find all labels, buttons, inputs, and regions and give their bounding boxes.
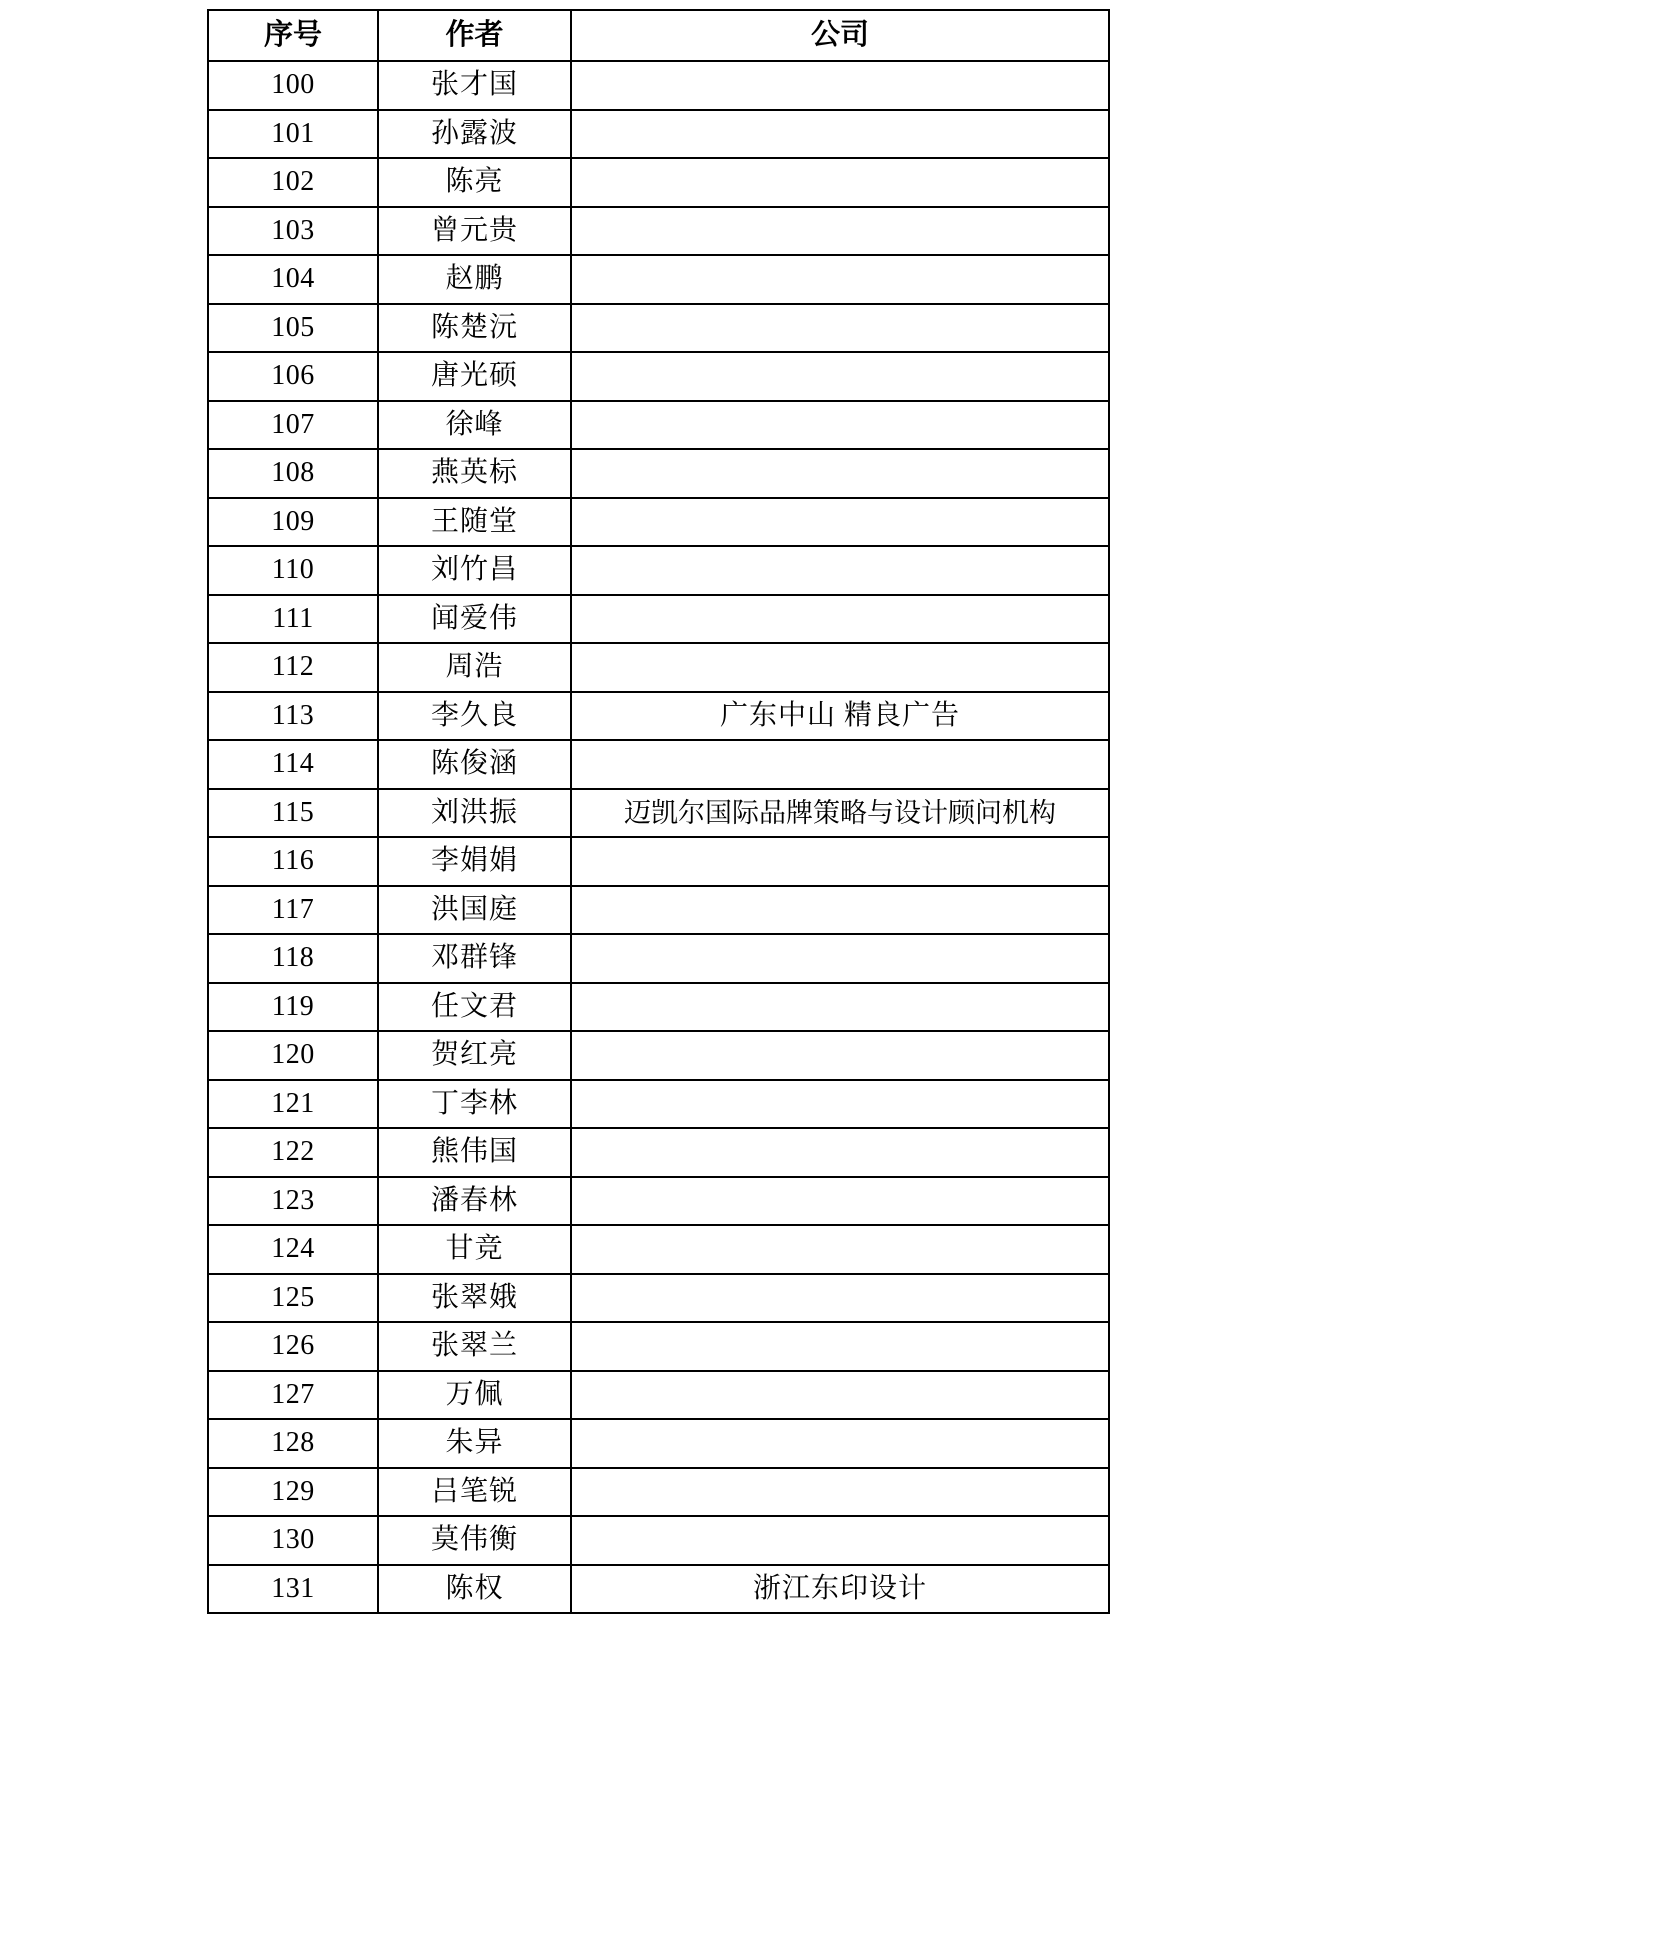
- cell-author: 王随堂: [378, 498, 571, 547]
- cell-index: 112: [208, 643, 378, 692]
- cell-author: 李娟娟: [378, 837, 571, 886]
- cell-index: 116: [208, 837, 378, 886]
- cell-company: [571, 1031, 1109, 1080]
- table-row: [208, 692, 1109, 741]
- cell-company: [571, 1516, 1109, 1565]
- cell-index: 109: [208, 498, 378, 547]
- cell-author: 邓群锋: [378, 934, 571, 983]
- cell-author: 任文君: [378, 983, 571, 1032]
- table-row: [208, 158, 1109, 207]
- cell-company: [571, 498, 1109, 547]
- cell-author: 丁李林: [378, 1080, 571, 1129]
- cell-author: 徐峰: [378, 401, 571, 450]
- cell-index: 129: [208, 1468, 378, 1517]
- cell-author: 唐光硕: [378, 352, 571, 401]
- table-row: [208, 207, 1109, 256]
- cell-company: [571, 449, 1109, 498]
- cell-company: [571, 546, 1109, 595]
- cell-company: [571, 1468, 1109, 1517]
- author-list-table-wrapper: [207, 9, 1108, 1614]
- cell-index: 130: [208, 1516, 378, 1565]
- table-row: [208, 449, 1109, 498]
- cell-index: 110: [208, 546, 378, 595]
- cell-company: [571, 934, 1109, 983]
- table-row: [208, 1031, 1109, 1080]
- cell-company: 广东中山 精良广告: [571, 692, 1109, 741]
- cell-company: [571, 304, 1109, 353]
- cell-company: [571, 158, 1109, 207]
- cell-index: 125: [208, 1274, 378, 1323]
- cell-author: 陈权: [378, 1565, 571, 1614]
- cell-index: 119: [208, 983, 378, 1032]
- table-row: [208, 740, 1109, 789]
- cell-company: [571, 61, 1109, 110]
- cell-company: [571, 207, 1109, 256]
- cell-index: 127: [208, 1371, 378, 1420]
- cell-index: 102: [208, 158, 378, 207]
- cell-index: 107: [208, 401, 378, 450]
- cell-index: 100: [208, 61, 378, 110]
- table-row: [208, 1128, 1109, 1177]
- cell-author: 赵鹏: [378, 255, 571, 304]
- cell-author: 熊伟国: [378, 1128, 571, 1177]
- cell-index: 111: [208, 595, 378, 644]
- cell-company: [571, 1322, 1109, 1371]
- cell-index: 122: [208, 1128, 378, 1177]
- table-row: [208, 1516, 1109, 1565]
- table-row: [208, 1274, 1109, 1323]
- cell-author: 刘洪振: [378, 789, 571, 838]
- table-row: [208, 1419, 1109, 1468]
- cell-author: 曾元贵: [378, 207, 571, 256]
- cell-author: 洪国庭: [378, 886, 571, 935]
- table-row: [208, 1080, 1109, 1129]
- table-row: [208, 1565, 1109, 1614]
- cell-company: 浙江东印设计: [571, 1565, 1109, 1614]
- cell-index: 126: [208, 1322, 378, 1371]
- cell-author: 张才国: [378, 61, 571, 110]
- cell-author: 周浩: [378, 643, 571, 692]
- cell-index: 114: [208, 740, 378, 789]
- cell-company: [571, 643, 1109, 692]
- cell-company: [571, 1419, 1109, 1468]
- table-row: [208, 352, 1109, 401]
- cell-company: [571, 1274, 1109, 1323]
- cell-author: 李久良: [378, 692, 571, 741]
- cell-index: 101: [208, 110, 378, 159]
- table-row: [208, 1177, 1109, 1226]
- table-row: [208, 401, 1109, 450]
- column-header-company: 公司: [571, 10, 1109, 61]
- cell-index: 103: [208, 207, 378, 256]
- table-header: [208, 10, 1109, 61]
- cell-author: 陈亮: [378, 158, 571, 207]
- table-row: [208, 595, 1109, 644]
- table-row: [208, 546, 1109, 595]
- table-row: [208, 61, 1109, 110]
- cell-index: 124: [208, 1225, 378, 1274]
- cell-index: 117: [208, 886, 378, 935]
- cell-author: 贺红亮: [378, 1031, 571, 1080]
- cell-author: 莫伟衡: [378, 1516, 571, 1565]
- table-row: [208, 983, 1109, 1032]
- cell-author: 张翠兰: [378, 1322, 571, 1371]
- cell-index: 115: [208, 789, 378, 838]
- cell-author: 刘竹昌: [378, 546, 571, 595]
- cell-company: [571, 886, 1109, 935]
- cell-author: 万佩: [378, 1371, 571, 1420]
- table-row: [208, 1468, 1109, 1517]
- cell-company: [571, 1225, 1109, 1274]
- cell-author: 潘春林: [378, 1177, 571, 1226]
- cell-company: [571, 352, 1109, 401]
- cell-company: [571, 837, 1109, 886]
- cell-company: 迈凯尔国际品牌策略与设计顾问机构: [571, 789, 1109, 838]
- table-row: [208, 1322, 1109, 1371]
- table-row: [208, 1225, 1109, 1274]
- cell-company: [571, 1128, 1109, 1177]
- table-row: [208, 789, 1109, 838]
- cell-author: 陈楚沅: [378, 304, 571, 353]
- cell-author: 陈俊涵: [378, 740, 571, 789]
- table-row: [208, 110, 1109, 159]
- column-header-author: 作者: [378, 10, 571, 61]
- cell-author: 张翠娥: [378, 1274, 571, 1323]
- table-row: [208, 643, 1109, 692]
- cell-index: 128: [208, 1419, 378, 1468]
- cell-company: [571, 595, 1109, 644]
- table-row: [208, 498, 1109, 547]
- cell-author: 甘竞: [378, 1225, 571, 1274]
- cell-company: [571, 401, 1109, 450]
- cell-author: 燕英标: [378, 449, 571, 498]
- cell-company: [571, 110, 1109, 159]
- cell-author: 孙露波: [378, 110, 571, 159]
- cell-author: 闻爱伟: [378, 595, 571, 644]
- column-header-index: 序号: [208, 10, 378, 61]
- table-row: [208, 1371, 1109, 1420]
- table-row: [208, 837, 1109, 886]
- cell-index: 108: [208, 449, 378, 498]
- cell-company: [571, 1371, 1109, 1420]
- table-body: [208, 61, 1109, 1613]
- author-list-table: [207, 9, 1110, 1614]
- cell-index: 131: [208, 1565, 378, 1614]
- cell-author: 吕笔锐: [378, 1468, 571, 1517]
- cell-index: 120: [208, 1031, 378, 1080]
- cell-index: 104: [208, 255, 378, 304]
- cell-author: 朱异: [378, 1419, 571, 1468]
- cell-index: 113: [208, 692, 378, 741]
- table-header-row: [208, 10, 1109, 61]
- cell-company: [571, 740, 1109, 789]
- table-row: [208, 304, 1109, 353]
- cell-company: [571, 1177, 1109, 1226]
- table-row: [208, 255, 1109, 304]
- table-row: [208, 886, 1109, 935]
- cell-company: [571, 255, 1109, 304]
- cell-index: 106: [208, 352, 378, 401]
- cell-index: 121: [208, 1080, 378, 1129]
- cell-index: 123: [208, 1177, 378, 1226]
- table-row: [208, 934, 1109, 983]
- cell-company: [571, 1080, 1109, 1129]
- cell-company: [571, 983, 1109, 1032]
- cell-index: 118: [208, 934, 378, 983]
- cell-index: 105: [208, 304, 378, 353]
